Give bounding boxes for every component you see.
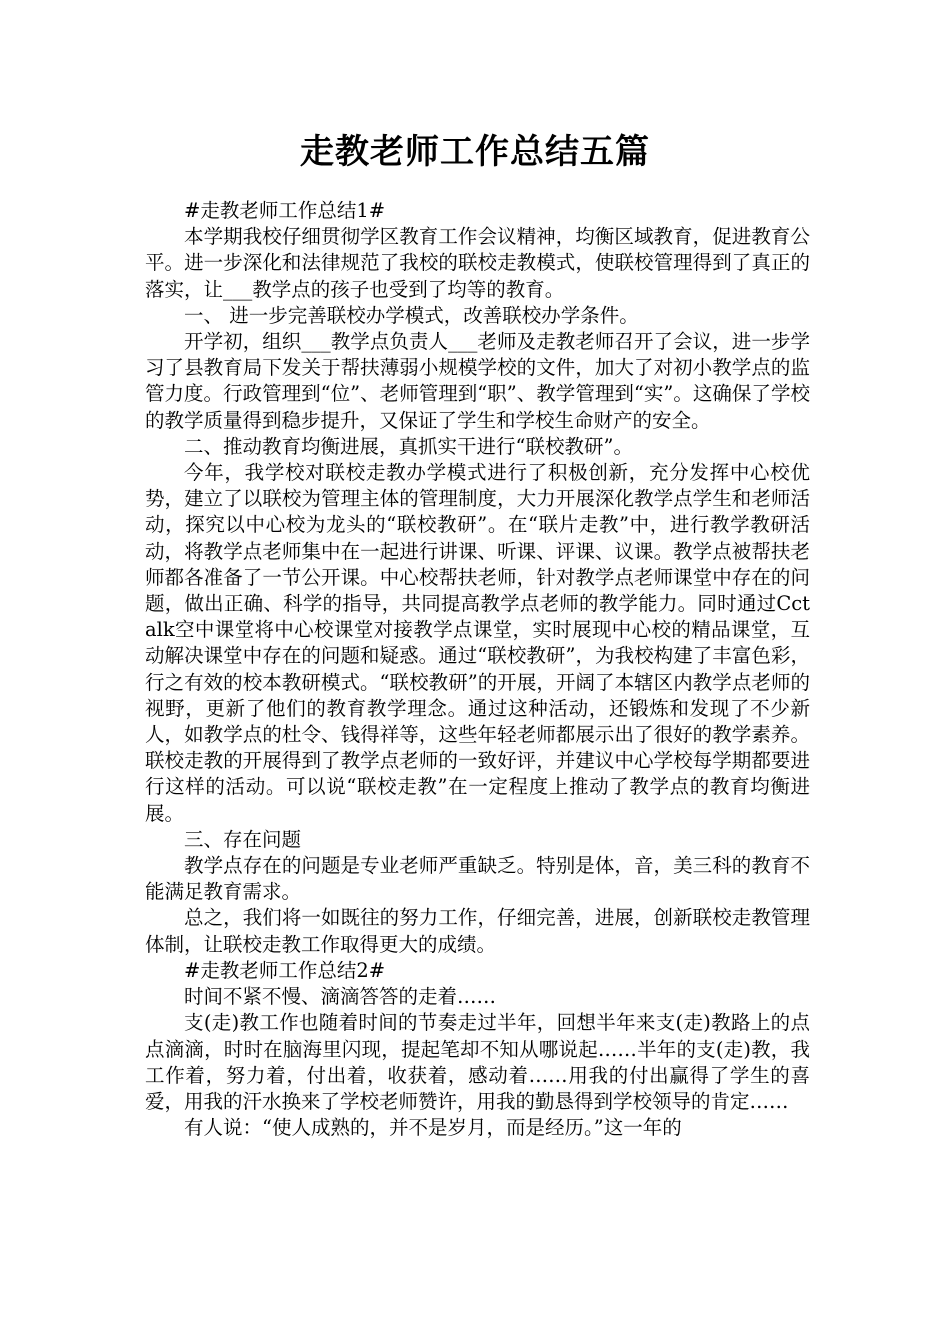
- paragraph: 一、 进一步完善联校办学模式，改善联校办学条件。: [184, 303, 639, 327]
- paragraph: 开学初，组织___教学点负责人___老师及走教老师召开了会议，进一步学习了县教育局下发关于帮扶薄弱小规模学校的文件，加大了对初小教学点的监管力度。行政管理到“位”、老师管理到“职”、教学管理到“实”。这确保了学校的教学质量得到稳步提升，又保证了学生和学校生命财产的安全。: [145, 330, 810, 432]
- paragraph: 总之，我们将一如既往的努力工作，仔细完善，进展，创新联校走教管理体制，让联校走教工作取得更大的成绩。: [145, 906, 810, 956]
- paragraph: 今年，我学校对联校走教办学模式进行了积极创新，充分发挥中心校优势，建立了以联校为管理主体的管理制度，大力开展深化教学点学生和老师活动，探究以中心校为龙头的“联校教研”。在“联片走教”中，进行教学教研活动，将教学点老师集中在一起进行讲课、听课、评课、议课。教学点被帮扶老师都各准备了一节公开课。中心校帮扶老师，针对教学点老师课堂中存在的问题，做出正确、科学的指导，共同提高教学点老师的教学能力。同时通过Cctalk空中课堂将中心校课堂对接教学点课堂，实时展现中心校的精品课堂，互动解决课堂中存在的问题和疑惑。通过“联校教研”，为我校构建了丰富色彩，行之有效的校本教研模式。“联校教研”的开展，开阔了本辖区内教学点老师的视野，更新了他们的教育教学理念。通过这种活动，还锻炼和发现了不少新人，如教学点的杜令、钱得祥等，这些年轻老师都展示出了很好的教学素养。联校走教的开展得到了教学点老师的一致好评，并建议中心学校每学期都要进行这样的活动。可以说“联校走教”在一定程度上推动了教学点的教育均衡进展。: [145, 461, 810, 825]
- section-heading-2: #走教老师工作总结2#: [184, 958, 386, 982]
- paragraph: 教学点存在的问题是专业老师严重缺乏。特别是体，音，美三科的教育不能满足教育需求。: [145, 854, 810, 904]
- document-title: 走教老师工作总结五篇: [300, 132, 650, 172]
- section-heading-1: #走教老师工作总结1#: [184, 199, 386, 222]
- paragraph: 支(走)教工作也随着时间的节奏走过半年，回想半年来支(走)教路上的点点滴滴，时时在脑海里闪现，提起笔却不知从哪说起……半年的支(走)教，我工作着，努力着，付出着，收获着，感动着……用我的付出赢得了学生的喜爱，用我的汗水换来了学校老师赞许，用我的勤恳得到学校领导的肯定……: [145, 1011, 810, 1113]
- paragraph: 三、存在问题: [184, 827, 302, 851]
- paragraph: 本学期我校仔细贯彻学区教育工作会议精神，均衡区域教育，促进教育公平。进一步深化和法律规范了我校的联校走教模式，使联校管理得到了真正的落实，让___教学点的孩子也受到了均等的教育。: [145, 225, 810, 301]
- paragraph: 二、推动教育均衡进展，真抓实干进行“联校教研”。: [184, 434, 633, 458]
- paragraph: 时间不紧不慢、滴滴答答的走着……: [184, 985, 497, 1009]
- document-body: [145, 198, 810, 1141]
- paragraph: 有人说：“使人成熟的，并不是岁月，而是经历。”这一年的: [184, 1116, 682, 1140]
